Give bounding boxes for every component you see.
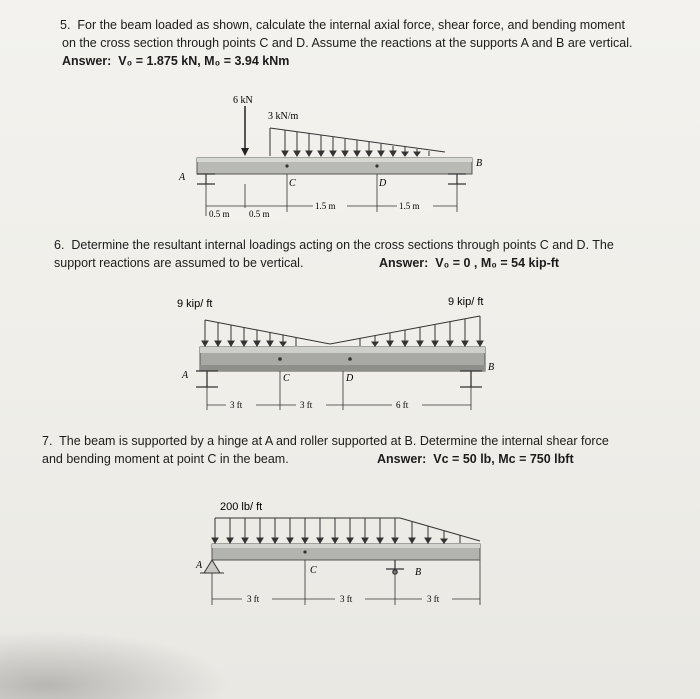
problem-6-number: 6. (54, 238, 65, 252)
answer-label: Answer: (379, 256, 429, 270)
distributed-load-arrows (202, 316, 483, 346)
label-d: D (346, 373, 354, 384)
dim-2: 0.5 m (249, 209, 270, 219)
problem-7-line-2 (42, 450, 609, 468)
label-c: C (283, 373, 290, 384)
problem-5-statement-1: For the beam loaded as shown, calculate the internal axial force, shear force, and bending moment (77, 18, 625, 32)
point-c-marker (303, 550, 306, 553)
problem-5-statement-2: on the cross section through points C and D. Assume the reactions at the supports A and B are vertical. (62, 36, 633, 50)
dim-4: 1.5 m (399, 201, 420, 211)
label-c: C (289, 178, 296, 189)
dim-3: 3 ft (427, 594, 440, 604)
problem-5-line-2 (60, 34, 632, 52)
label-b: B (488, 362, 495, 373)
dim-2: 3 ft (340, 594, 353, 604)
problem-7-number: 7. (42, 434, 53, 448)
label-c: C (310, 565, 317, 576)
problem-6-statement-1: Determine the resultant internal loadings acting on the cross sections through points C and D. The (71, 238, 614, 252)
beam-top-flange (200, 347, 485, 353)
answer-label: Answer: (62, 54, 112, 68)
point-d-marker (375, 164, 378, 167)
problem-7-statement-2: and bending moment at point C in the beam. (42, 452, 289, 466)
hinge-support-a (200, 560, 224, 573)
point-load-arrowhead (241, 148, 249, 156)
problem-6-beam-figure (170, 290, 510, 415)
dim-3: 1.5 m (315, 201, 336, 211)
photo-shadow (0, 630, 230, 699)
label-a: A (182, 370, 189, 381)
support-a (197, 174, 215, 184)
answer-value: V₀ = 1.875 kN, M₀ = 3.94 kNm (118, 54, 290, 68)
distributed-load-arrows (212, 518, 480, 543)
dim-1: 3 ft (230, 400, 243, 410)
answer-label: Answer: (377, 452, 427, 466)
problem-5-number: 5. (60, 18, 71, 32)
problem-6-statement-2: support reactions are assumed to be vertical. (54, 256, 304, 270)
dim-3: 6 ft (396, 400, 409, 410)
label-d: D (379, 178, 387, 189)
problem-7-text (42, 432, 609, 468)
support-a (196, 371, 218, 387)
answer-value: Vᴄ = 50 lb, Mᴄ = 750 lbft (433, 452, 574, 466)
problem-7-beam-figure (190, 495, 500, 610)
load-label: 200 lb/ ft (220, 501, 263, 513)
problem-6-text (54, 236, 614, 272)
label-a: A (179, 172, 186, 183)
point-c-marker (278, 357, 282, 361)
answer-value: V₀ = 0 , M₀ = 54 kip-ft (435, 256, 560, 270)
roller-support-b (386, 560, 404, 574)
support-b (448, 174, 466, 184)
point-c-marker (285, 164, 288, 167)
problem-7-statement-1: The beam is supported by a hinge at A and roller supported at B. Determine the internal shear force (59, 434, 609, 448)
dim-1: 0.5 m (209, 209, 230, 219)
problem-5-text (60, 16, 632, 70)
problem-5-beam-figure (175, 88, 485, 223)
beam-highlight (212, 544, 480, 548)
problem-6-line-2 (54, 254, 614, 272)
beam-highlight (197, 158, 472, 162)
problem-5-answer (60, 52, 632, 70)
label-b: B (415, 567, 422, 578)
support-b (460, 371, 482, 387)
problem-6-answer (379, 254, 559, 272)
label-b: B (476, 158, 483, 169)
load-left-label: 9 kip/ ft (177, 298, 213, 310)
dist-load-label: 3 kN/m (268, 111, 299, 122)
distributed-load-arrows (270, 128, 445, 156)
problem-7-line-1 (42, 432, 609, 450)
problem-5-line-1 (60, 16, 632, 34)
dim-2: 3 ft (300, 400, 313, 410)
problem-6-line-1 (54, 236, 614, 254)
dim-1: 3 ft (247, 594, 260, 604)
point-d-marker (348, 357, 352, 361)
point-load-label: 6 kN (233, 95, 253, 106)
load-right-label: 9 kip/ ft (448, 296, 484, 308)
label-a: A (196, 560, 203, 571)
beam-bottom-flange (200, 365, 485, 371)
problem-7-answer (377, 450, 574, 468)
